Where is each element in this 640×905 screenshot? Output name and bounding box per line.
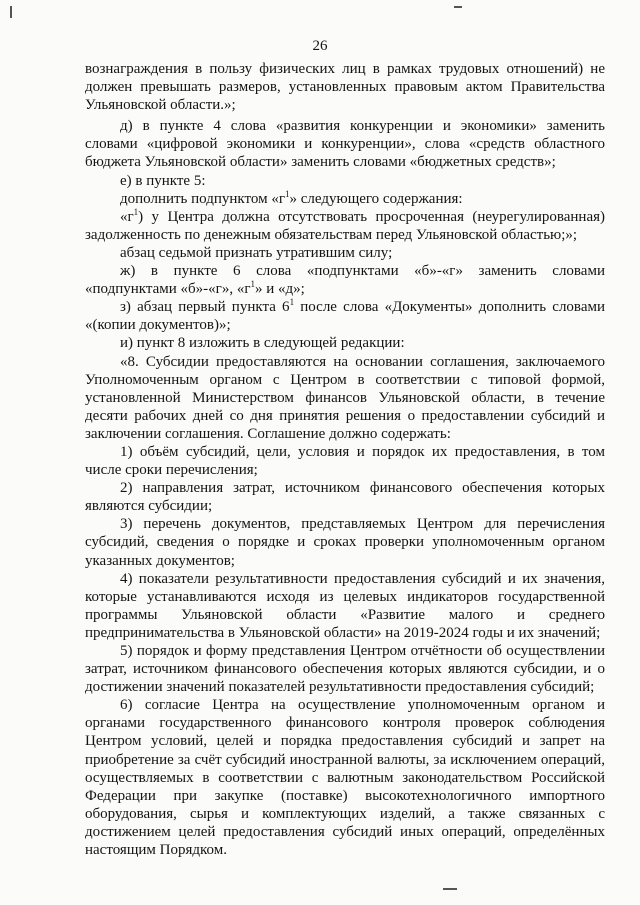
paragraph-7-sup: 1 bbox=[250, 279, 255, 290]
paragraph-5-text-a: «г bbox=[120, 208, 134, 225]
paragraph-15: 5) порядок и форму представления Центром отчётности об осуществлении затрат, источником финансового обеспечения которых являются субсидии, и о достижении значений показателей результативности предоставления субсидий; bbox=[85, 643, 605, 696]
paragraph-4-text-a: дополнить подпунктом «г bbox=[120, 190, 285, 207]
paragraph-5 bbox=[85, 208, 605, 244]
paragraph-14: 4) показатели результативности предоставления субсидий и их значения, которые устанавливаются исходя из целевых индикаторов государственной программы Ульяновской области «Развитие малого и среднего предпринимательства в Ульяновской области» на 2019-2024 годы и их значений; bbox=[85, 570, 605, 641]
paragraph-16: 6) согласие Центра на осуществление уполномоченным органом и органами государственного финансового контроля проверок соблюдения Центром условий, целей и порядка предоставления субсидий и запрет на приобретение за счёт субсидий иностранной валюты, за исключением операций, осуществляемых в соответствии с валютным законодательством Российской Федерации при закупке (поставке) высокотехнологичного импортного оборудования, сырья и комплектующих изделий, а также связанных с достижением целей предоставления субсидий иных операций, определённых настоящим Порядком. bbox=[85, 697, 605, 859]
paragraph-2: д) в пункте 4 слова «развития конкуренции и экономики» заменить словами «цифровой экономики и конкуренции», слова «средств областного бюджета Ульяновской области» заменить словами «бюджетных средств»; bbox=[85, 118, 605, 171]
paragraph-8 bbox=[85, 298, 605, 334]
paragraph-5-sup: 1 bbox=[133, 206, 139, 217]
paragraph-5-text-b: ) у Центра должна отсутствовать просроченная (неурегулированная) задолженность по денежным обязательствам перед Ульяновской областью;»; bbox=[85, 208, 605, 243]
document-body bbox=[85, 60, 605, 859]
paragraph-1: вознаграждения в пользу физических лиц в рамках трудовых отношений) не должен превышать размеров, установленных правовым актом Правительства Ульяновской области.»; bbox=[85, 61, 605, 114]
paragraph-13: 3) перечень документов, представляемых Центром для перечисления субсидий, сведения о порядке и сроках проверки уполномоченным органом указанных документов; bbox=[85, 516, 605, 569]
paragraph-4-text-b: » следующего содержания: bbox=[289, 190, 463, 207]
paragraph-11: 1) объём субсидий, цели, условия и порядок их предоставления, в том числе сроки перечисления; bbox=[85, 443, 605, 479]
paragraph-12: 2) направления затрат, источником финансового обеспечения которых являются субсидии; bbox=[85, 480, 605, 515]
page-number: 26 bbox=[312, 38, 328, 54]
scan-mark-top-right bbox=[454, 6, 462, 8]
paragraph-7-text-a: ж) в пункте 6 слова «подпунктами «б»-«г» заменить словами «подпунктами «б»-«г», «г bbox=[85, 263, 605, 298]
paragraph-6: абзац седьмой признать утратившим силу; bbox=[120, 244, 393, 261]
paragraph-8-text-a: з) абзац первый пункта 6 bbox=[120, 299, 290, 316]
paragraph-8-text-b: после слова «Документы» дополнить словами «(копии документов)»; bbox=[85, 299, 605, 334]
paragraph-10: «8. Субсидии предоставляются на основании соглашения, заключаемого Уполномоченным органом с Центром в соответствии с типовой формой, установленной Министерством финансов Ульяновской области, в течение десяти рабочих дней со дня принятия решения о предоставлении субсидий и заключении соглашения. Соглашение должно содержать: bbox=[85, 353, 605, 442]
paragraph-8-sup: 1 bbox=[289, 297, 295, 308]
paragraph-7 bbox=[85, 262, 605, 298]
paragraph-9: и) пункт 8 изложить в следующей редакции: bbox=[120, 335, 405, 352]
paragraph-7-text-b: » и «д»; bbox=[254, 281, 305, 298]
scan-mark-bottom bbox=[443, 888, 457, 890]
paragraph-4-sup: 1 bbox=[285, 188, 290, 199]
paragraph-3: е) в пункте 5: bbox=[120, 172, 206, 189]
paragraph-4 bbox=[85, 190, 605, 208]
scan-mark-top-left bbox=[10, 6, 12, 18]
